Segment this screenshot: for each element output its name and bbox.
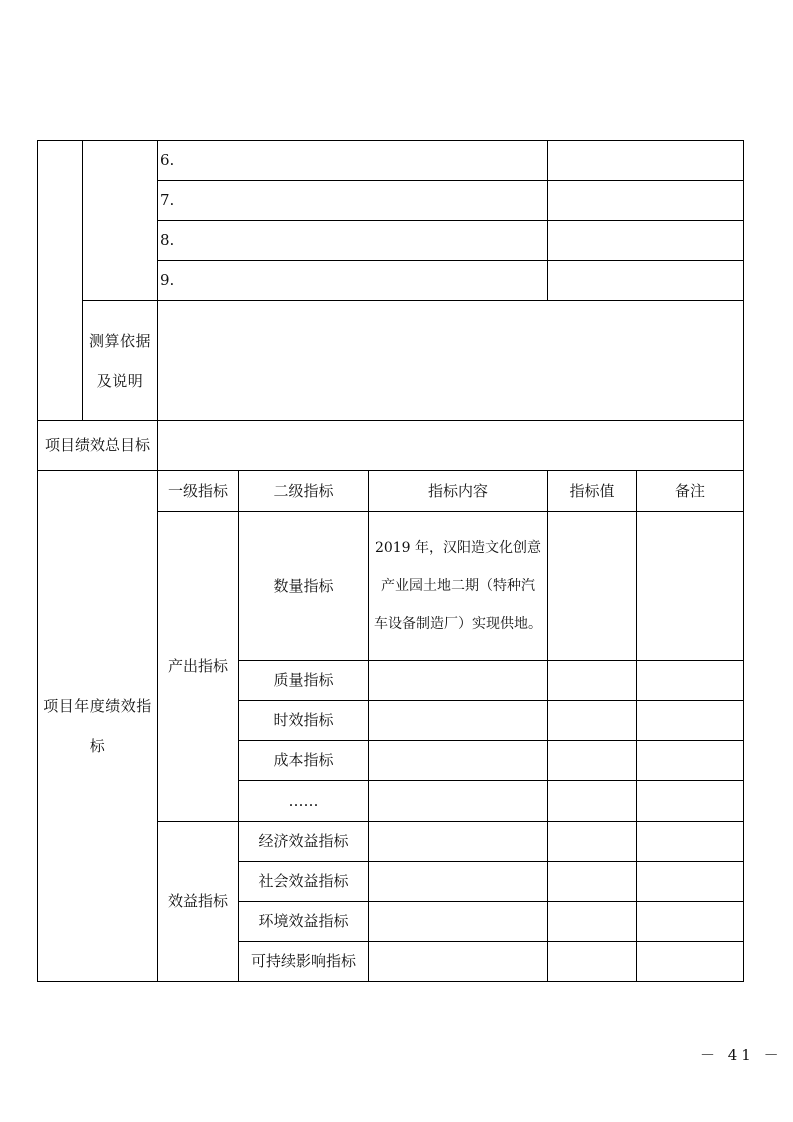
numbered-row-9: 9. — [160, 271, 175, 289]
annual-indicators-line2: 标 — [89, 737, 106, 755]
cost-indicator: 成本指标 — [273, 751, 334, 769]
col-divider — [547, 140, 548, 301]
header-level1: 一级指标 — [167, 481, 228, 500]
social-benefit-indicator: 社会效益指标 — [258, 872, 349, 890]
header-value: 指标值 — [569, 481, 615, 500]
timeliness-indicator: 时效指标 — [273, 711, 334, 729]
economic-benefit-indicator: 经济效益指标 — [258, 832, 349, 850]
header-content: 指标内容 — [427, 481, 488, 500]
quality-indicator: 质量指标 — [273, 671, 334, 689]
output-ellipsis: …… — [288, 791, 319, 810]
annual-indicators-label — [38, 471, 157, 981]
table-right-border — [743, 140, 744, 982]
header-remark: 备注 — [674, 481, 705, 500]
header-level2: 二级指标 — [273, 481, 334, 500]
calc-basis-line1: 测算依据 — [88, 331, 151, 350]
table-bottom-border — [37, 981, 744, 982]
numbered-row-8: 8. — [160, 231, 175, 249]
quantity-content-line1: 2019 年，汉阳造文化创意 — [374, 540, 542, 556]
quantity-content-line3: 车设备制造厂）实现供地。 — [374, 616, 542, 632]
col-divider — [636, 470, 637, 982]
sustainable-impact-indicator: 可持续影响指标 — [250, 952, 356, 970]
row-divider — [82, 300, 744, 301]
calc-basis-line2: 及说明 — [96, 371, 144, 390]
numbered-row-7: 7. — [160, 191, 175, 209]
environmental-benefit-indicator: 环境效益指标 — [258, 912, 349, 930]
quantity-content — [369, 512, 547, 660]
quantity-content-line2: 产业园土地二期（特种汽 — [381, 578, 535, 594]
annual-indicators-line1: 项目年度绩效指 — [43, 697, 152, 715]
output-indicators-label: 产出指标 — [167, 657, 228, 675]
calc-basis-label — [83, 301, 157, 420]
numbered-row-6: 6. — [160, 151, 175, 169]
overall-goal-label: 项目绩效总目标 — [44, 436, 150, 454]
col-divider — [547, 470, 548, 982]
benefit-indicators-label: 效益指标 — [167, 892, 228, 910]
page-number: － 41 － — [700, 1046, 783, 1064]
quantity-indicator: 数量指标 — [273, 576, 334, 595]
